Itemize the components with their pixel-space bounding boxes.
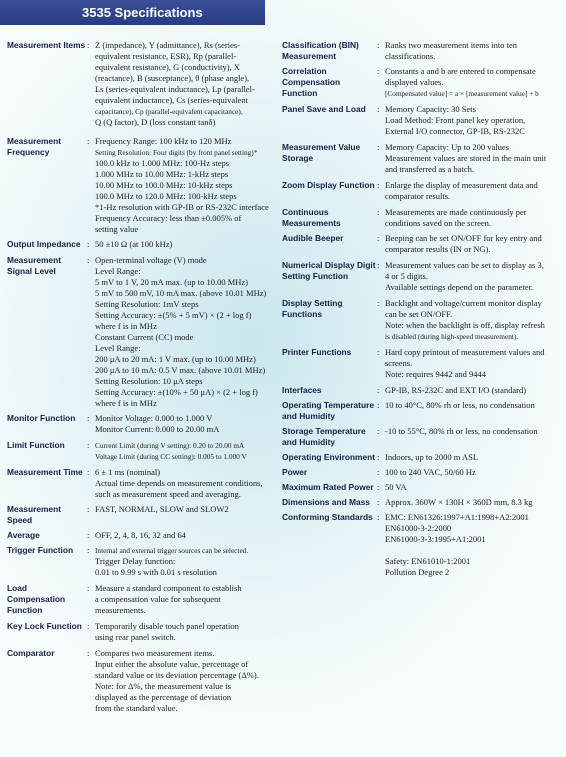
spec-value-line: such as measurement speed and averaging. [95,489,241,499]
spec-colon: : [377,512,380,522]
spec-row [7,545,277,578]
spec-row [282,104,562,137]
spec-label: Trigger Function [7,545,74,555]
spec-row [282,400,562,422]
spec-value-line: Trigger Delay function: [95,556,176,566]
spec-value [385,347,562,380]
spec-row [7,621,277,643]
spec-row [282,385,562,396]
spec-value [95,136,277,235]
spec-value-line: Setting Accuracy: ±(5% + 5 mV) × (2 + log f) [95,310,252,320]
spec-value-line: where f is in MHz [95,398,157,408]
spec-value-line: OFF, 2, 4, 8, 16, 32 and 64 [95,530,186,540]
spec-value-line: 200 μA to 10 mA: 0.5 V max. (above 10.01 MHz) [95,365,266,375]
spec-value-line: equivalent resistance, ESR), Rp (parallel- [95,51,237,61]
spec-label: Zoom Display Function [282,180,375,190]
spec-colon: : [377,260,380,270]
spec-value-line: Z (impedance), Y (admittance), Rs (series- [95,40,240,50]
spec-label: Key Lock Function [7,621,82,631]
spec-label: Monitor Function [7,413,76,423]
spec-value-line: Level Range: [95,343,141,353]
spec-label: Average [7,530,40,540]
spec-value-line: comparator results. [385,191,451,201]
spec-colon: : [87,504,90,514]
spec-value-line: (reactance), B (susceptance), θ (phase angle), [95,73,250,83]
spec-label: Continuous Measurements [282,207,341,228]
spec-value-line: External I/O connector, GP-IB, RS-232C [385,126,525,136]
spec-colon: : [87,239,90,249]
spec-value [385,260,562,293]
spec-value-line: from the standard value. [95,703,178,713]
spec-row [282,233,562,255]
spec-colon: : [377,482,380,492]
spec-value-line: [Compensated value] = a × [measurement value] + b [385,89,539,98]
spec-value [95,583,277,616]
spec-value-line: equivalent inductance), Cs (series-equivalent [95,95,248,105]
spec-value-line: Approx. 360W × 130H × 360D mm, 8.3 kg [385,497,533,507]
spec-value-line: Monitor Current: 0.000 to 20.00 mA [95,424,220,434]
spec-colon: : [377,347,380,357]
spec-value-line: is disabled (during high-speed measurement). [385,332,519,341]
spec-row [282,452,562,463]
spec-label: Measurement Signal Level [7,255,61,276]
spec-value-line: Pollution Degree 2 [385,567,450,577]
spec-value-line: 10.00 MHz to 100.0 MHz: 10-kHz steps [95,180,233,190]
spec-value-line: 4 or 5 digits. [385,271,428,281]
spec-colon: : [377,426,380,436]
spec-value-line: conditions saved on the screen. [385,218,491,228]
spec-value-line: Note: when the backlight is off, display refresh [385,320,545,330]
spec-value-line: Note: for Δ%, the measurement value is [95,681,231,691]
spec-label: Classification (BIN) Measurement [282,40,359,61]
spec-value-line: Safety: EN61010-1:2001 [385,556,471,566]
spec-label: Dimensions and Mass [282,497,370,507]
spec-row [282,260,562,293]
spec-value-line: Measurement values can be set to display as 3, [385,260,544,270]
spec-value-line: Frequency Accuracy: less than ±0.005% of [95,213,242,223]
spec-value-line: Monitor Voltage: 0.000 to 1.000 V [95,413,213,423]
spec-value [95,621,277,643]
spec-value [385,467,562,478]
spec-label: Measurement Items [7,40,86,50]
spec-value-line: Constant Current (CC) mode [95,332,194,342]
spec-value-line: *1-Hz resolution with GP-IB or RS-232C interface [95,202,269,212]
spec-label: Storage Temperature and Humidity [282,426,366,447]
spec-colon: : [377,104,380,114]
spec-value-line: Voltage Limit (during CC setting): 0.005 to 1.000 V [95,452,247,461]
spec-value-line: 5 mV to 500 mV, 10 mA max. (above 10.01 MHz) [95,288,267,298]
spec-row [7,239,277,250]
spec-colon: : [87,440,90,450]
spec-value [385,385,562,396]
spec-value [385,207,562,229]
spec-value-line: Frequency Range: 100 kHz to 120 MHz [95,136,232,146]
spec-value-line: comparator results (IN or NG). [385,244,491,254]
spec-value [95,239,277,250]
spec-value-line: Measure a standard component to establish [95,583,242,593]
left-spec-column [7,40,277,718]
spec-value-line: 200 μA to 20 mA: 1 V max. (up to 10.00 MHz) [95,354,256,364]
spec-value [385,104,562,137]
spec-value [95,530,277,541]
spec-value-line: Actual time depends on measurement conditions, [95,478,263,488]
spec-row [282,512,562,578]
spec-row [282,298,562,342]
spec-value-line: Ranks two measurement items into ten [385,40,517,50]
spec-value-line: Open-terminal voltage (V) mode [95,255,207,265]
spec-value [385,497,562,508]
spec-label: Printer Functions [282,347,352,357]
spec-value-line: screens. [385,358,413,368]
spec-row [282,467,562,478]
spec-value-line: 5 mV to 1 V, 20 mA max. (up to 10.00 MHz) [95,277,249,287]
spec-value-line: displayed as the percentage of deviation [95,692,232,702]
spec-value-line: -10 to 55°C, 80% rh or less, no condensation [385,426,538,436]
spec-value-line: Setting Resolution: 1mV steps [95,299,199,309]
spec-value-line: Measurement values are stored in the main unit [385,153,547,163]
spec-value [95,545,277,578]
spec-value-line: EMC: EN61326:1997+A1:1998+A2:2001 [385,512,529,522]
spec-value [385,180,562,202]
spec-value-line: standard value or its deviation percentage (Δ%). [95,670,259,680]
spec-value-line: Compares two measurement items. [95,648,215,658]
spec-value [95,413,277,435]
spec-row [7,440,277,462]
spec-row [7,583,277,616]
spec-value-line: Memory Capacity: 30 Sets [385,104,476,114]
spec-colon: : [87,255,90,265]
spec-label: Maximum Rated Power [282,482,374,492]
spec-value [385,452,562,463]
spec-label: Measurement Time [7,467,83,477]
spec-value-line [385,545,562,556]
spec-row [282,180,562,202]
spec-value-line: 6 ± 1 ms (nominal) [95,467,161,477]
spec-value-line: where f is in MHz [95,321,157,331]
spec-value-line: 50 VA [385,482,407,492]
spec-value-line: 50 ±10 Ω (at 100 kHz) [95,239,173,249]
spec-value [385,512,562,578]
spec-value-line: Internal and external trigger sources can be selected. [95,546,249,555]
spec-value-line: can be set ON/OFF. [385,309,453,319]
spec-label: Load Compensation Function [7,583,66,615]
spec-label: Display Setting Functions [282,298,343,319]
spec-colon: : [377,142,380,152]
spec-colon: : [377,298,380,308]
spec-row [282,142,562,175]
spec-colon: : [87,583,90,593]
spec-value-line: Beeping can be set ON/OFF for key entry and [385,233,542,243]
spec-row [7,40,277,128]
spec-label: Measurement Value Storage [282,142,361,163]
spec-label: Interfaces [282,385,322,395]
spec-value-line: Level Range: [95,266,141,276]
spec-value-line: 10 to 40°C, 80% rh or less, no condensation [385,400,535,410]
spec-label: Power [282,467,308,477]
spec-value [95,440,277,462]
spec-value-line: setting value [95,224,139,234]
spec-value-line: Indoors, up to 2000 m ASL [385,452,479,462]
spec-value-line: Q (Q factor), D (loss constant tanδ) [95,117,216,127]
spec-colon: : [377,180,380,190]
spec-colon: : [87,530,90,540]
spec-value [385,400,562,422]
spec-colon: : [377,66,380,76]
spec-value-line: Current Limit (during V setting): 0.20 to 20.00 mA [95,441,245,450]
spec-label: Comparator [7,648,55,658]
spec-value-line: Hard copy printout of measurement values and [385,347,545,357]
spec-colon: : [377,400,380,410]
spec-colon: : [87,467,90,477]
spec-row [282,482,562,493]
spec-colon: : [87,40,90,50]
spec-label: Operating Temperature and Humidity [282,400,374,421]
spec-value-line: Backlight and voltage/current monitor display [385,298,542,308]
spec-value-line: classifications. [385,51,436,61]
spec-row [282,40,562,62]
spec-row [7,530,277,541]
spec-colon: : [87,545,90,555]
spec-value-line: Memory Capacity: Up to 200 values [385,142,509,152]
spec-label: Output Impedance [7,239,81,249]
spec-value-line: Available settings depend on the parameter. [385,282,534,292]
spec-label: Panel Save and Load [282,104,366,114]
spec-colon: : [377,207,380,217]
spec-value-line: using rear panel switch. [95,632,176,642]
spec-value-line: Enlarge the display of measurement data and [385,180,538,190]
spec-value-line: 0.01 to 9.99 s with 0.01 s resolution [95,567,217,577]
spec-value [95,648,277,714]
spec-label: Measurement Speed [7,504,61,525]
spec-row [7,255,277,409]
spec-value-line: Load Method: Front panel key operation, [385,115,526,125]
spec-colon: : [87,648,90,658]
spec-value-line: displayed values. [385,77,444,87]
spec-value [95,255,277,409]
spec-row [282,207,562,229]
spec-value-line: Setting Resolution: Four digits (by front panel setting)* [95,148,258,157]
spec-row [282,347,562,380]
spec-label: Audible Beeper [282,233,344,243]
spec-value [385,233,562,255]
page-title: 3535 Specifications [82,5,203,20]
spec-row [7,648,277,714]
spec-value-line: 100.0 MHz to 120.0 MHz: 100-kHz steps [95,191,237,201]
spec-label: Conforming Standards [282,512,373,522]
spec-value [95,504,277,526]
spec-value-line: Note: requires 9442 and 9444 [385,369,487,379]
right-spec-column [282,40,562,582]
spec-colon: : [87,136,90,146]
spec-label: Numerical Display Digit Setting Function [282,260,376,281]
spec-row [282,426,562,448]
spec-colon: : [377,452,380,462]
spec-value-line: a compensation value for subsequent [95,594,221,604]
spec-colon: : [377,233,380,243]
spec-row [282,497,562,508]
spec-value-line: 1.000 MHz to 10.00 MHz: 1-kHz steps [95,169,229,179]
spec-label: Measurement Frequency [7,136,61,157]
spec-value-line: Setting Resolution: 10 μA steps [95,376,203,386]
spec-value-line: EN61000-3-3:1995+A1:2001 [385,534,486,544]
spec-row [7,136,277,235]
spec-value-line: Measurements are made continuously per [385,207,527,217]
spec-label: Correlation Compensation Function [282,66,341,98]
spec-value-line: EN61000-3-2:2000 [385,523,452,533]
spec-value [385,426,562,448]
spec-colon: : [377,497,380,507]
spec-row [7,413,277,435]
spec-colon: : [87,413,90,423]
spec-colon: : [377,40,380,50]
spec-value [385,298,562,342]
spec-row [7,504,277,526]
spec-value [385,142,562,175]
spec-value-line: Temporarily disable touch panel operation [95,621,239,631]
spec-value-line: 100.0 kHz to 1.000 MHz: 100-Hz steps [95,158,230,168]
spec-title-banner [0,0,265,25]
spec-row [7,467,277,500]
spec-value-line: Ls (series-equivalent inductance), Lp (parallel- [95,84,255,94]
spec-value-line: 100 to 240 VAC, 50/60 Hz [385,467,476,477]
spec-value [385,66,562,99]
spec-value [95,467,277,500]
spec-value-line: Setting Accuracy: ±(10% + 50 μA) × (2 + log f) [95,387,258,397]
spec-value [385,482,562,493]
spec-value-line: and transferred as a batch. [385,164,474,174]
spec-colon: : [377,467,380,477]
spec-colon: : [87,621,90,631]
spec-label: Limit Function [7,440,65,450]
spec-label: Operating Environment [282,452,376,462]
spec-value-line: Input either the absolute value, percentage of [95,659,249,669]
spec-value-line: equivalent resistance), G (conductivity), X [95,62,240,72]
spec-value [385,40,562,62]
spec-value-line: GP-IB, RS-232C and EXT I/O (standard) [385,385,527,395]
spec-row [282,66,562,99]
spec-value-line: measurements. [95,605,146,615]
spec-value-line: capacitance), Cp (parallel-equivalent capacitance), [95,107,243,116]
spec-value-line: Constants a and b are entered to compensate [385,66,536,76]
spec-value-line: FAST, NORMAL, SLOW and SLOW2 [95,504,229,514]
spec-colon: : [377,385,380,395]
spec-value [95,40,277,128]
